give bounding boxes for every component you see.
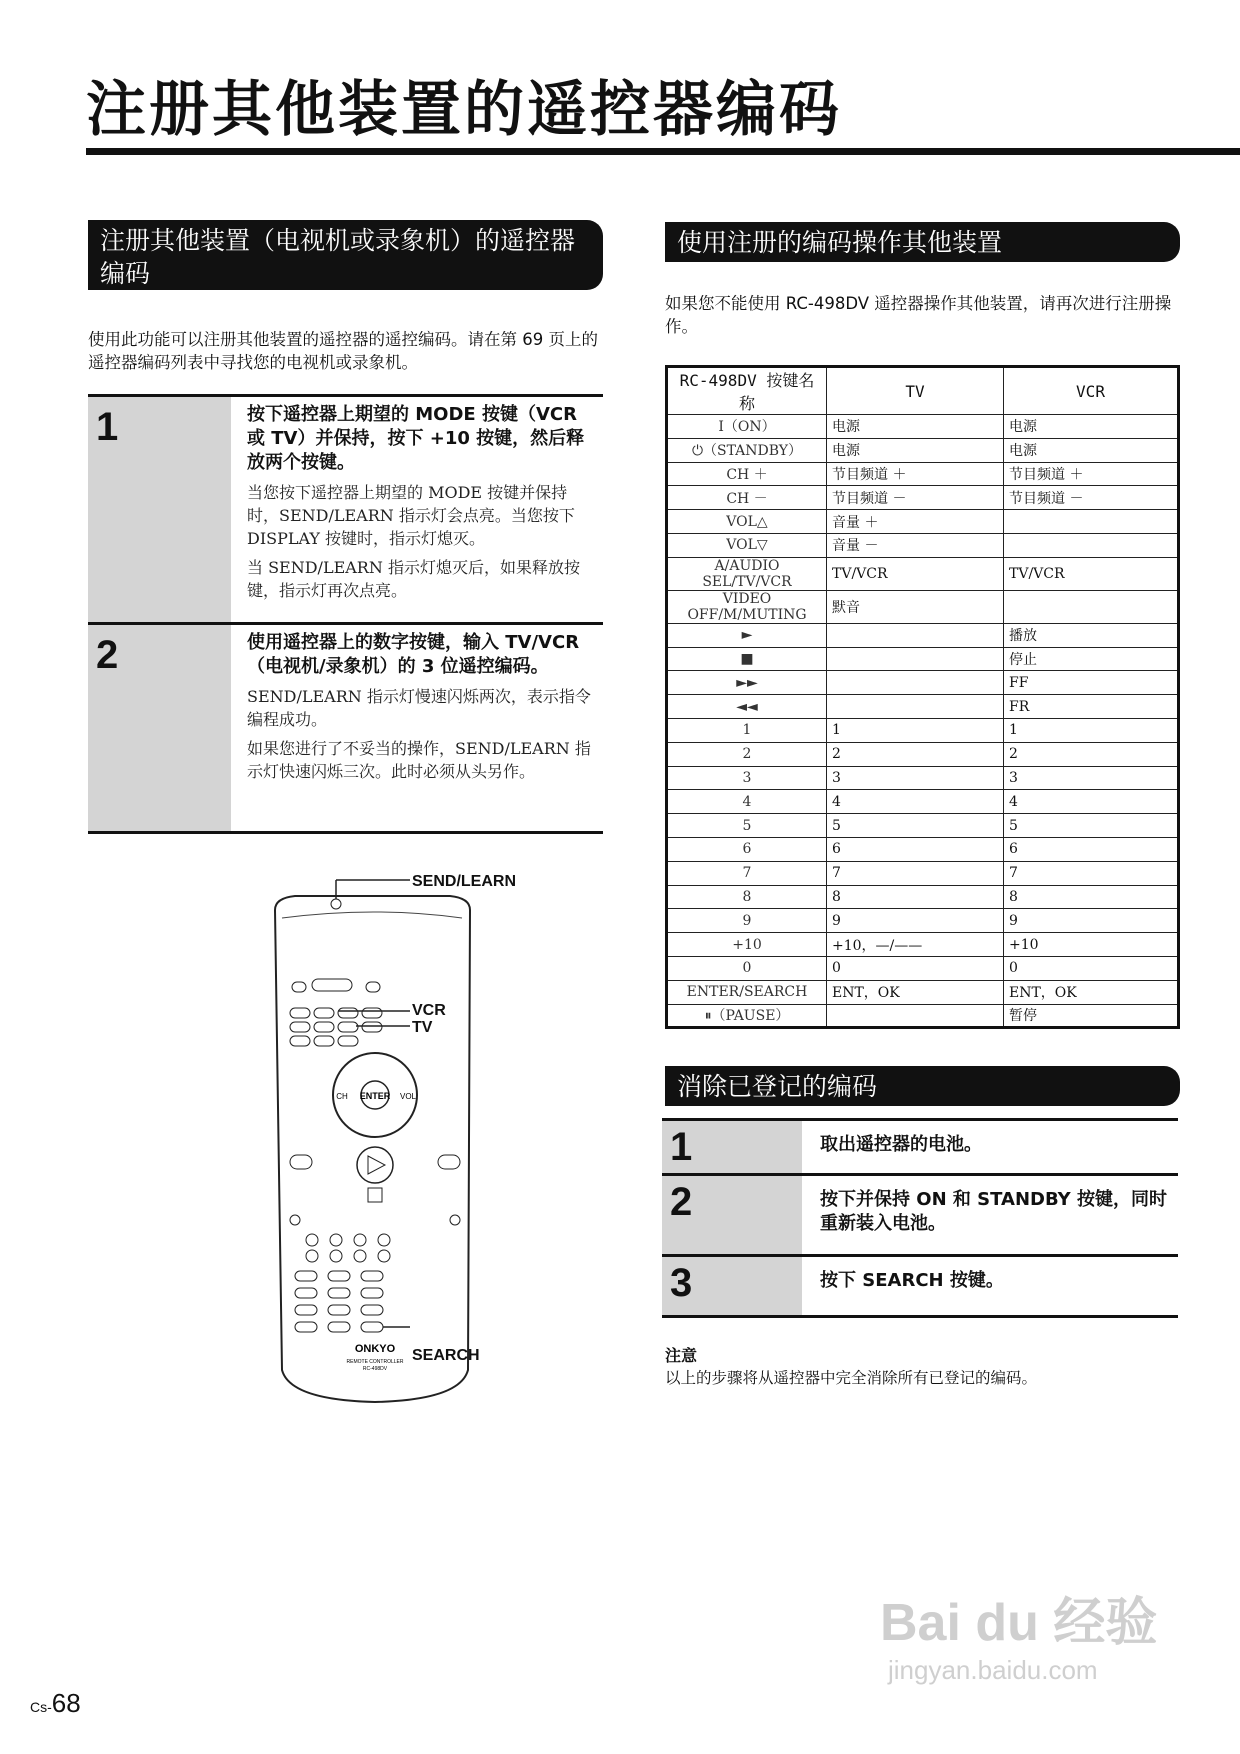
remote-control-illustration	[250, 870, 500, 1410]
table-row	[667, 909, 1179, 933]
tv-function-cell	[827, 671, 1004, 695]
vcr-function-cell: 7	[1004, 861, 1179, 885]
code-table	[665, 365, 1180, 1029]
label-search: SEARCH	[412, 1347, 480, 1364]
vcr-function-cell: 1	[1004, 718, 1179, 742]
key-name-cell: ◄◄	[667, 695, 827, 719]
key-name-cell: A/AUDIO SEL/TV/VCR	[667, 557, 827, 590]
key-name-cell: CH －	[667, 486, 827, 510]
tv-function-cell: 0	[827, 956, 1004, 980]
vcr-function-cell: 停止	[1004, 647, 1179, 671]
key-name-cell: 6	[667, 837, 827, 861]
vcr-function-cell: 4	[1004, 790, 1179, 814]
vcr-function-cell: ENT，OK	[1004, 980, 1179, 1004]
table-row	[667, 814, 1179, 838]
step-instruction: 使用遥控器上的数字按键，输入 TV/VCR（电视机/录象机）的 3 位遥控编码。	[247, 632, 580, 677]
page-number: Cs-68	[30, 1688, 81, 1718]
svg-text:REMOTE CONTROLLER: REMOTE CONTROLLER	[346, 1359, 404, 1365]
key-name-cell: 3	[667, 766, 827, 790]
tv-function-cell: TV/VCR	[827, 557, 1004, 590]
table-row	[667, 885, 1179, 909]
operate-intro: 如果您不能使用 RC-498DV 遥控器操作其他装置，请再次进行注册操作。	[665, 294, 1172, 336]
table-row	[667, 1004, 1179, 1028]
table-row	[667, 623, 1179, 647]
key-name-cell: ⏻（STANDBY）	[667, 438, 827, 462]
step-number: 2	[662, 1176, 802, 1254]
note-title: 注意	[665, 1346, 698, 1365]
step-instruction: 按下遥控器上期望的 MODE 按键（VCR 或 TV）并保持，按下 +10 按键，然后释放两个按键。	[247, 404, 585, 473]
tv-function-cell: 3	[827, 766, 1004, 790]
table-row	[667, 510, 1179, 534]
key-name-cell: 0	[667, 956, 827, 980]
send-learn-indicator	[331, 899, 341, 909]
tv-function-cell: 音量 －	[827, 533, 1004, 557]
key-name-cell: ENTER/SEARCH	[667, 980, 827, 1004]
svg-text:ENTER: ENTER	[359, 1091, 391, 1101]
key-name-cell: VIDEO OFF/M/MUTING	[667, 590, 827, 623]
step-note: 当您按下遥控器上期望的 MODE 按键并保持时，SEND/LEARN 指示灯会点亮。当您按下 DISPLAY 按键时，指示灯熄灭。	[247, 483, 575, 548]
table-row	[667, 533, 1179, 557]
table-row	[667, 933, 1179, 957]
vcr-function-cell	[1004, 533, 1179, 557]
key-name-cell: ⏸（PAUSE）	[667, 1004, 827, 1028]
key-name-cell: 2	[667, 742, 827, 766]
tv-function-cell: 8	[827, 885, 1004, 909]
vcr-function-cell: 0	[1004, 956, 1179, 980]
tv-function-cell	[827, 1004, 1004, 1028]
tv-function-cell: 默音	[827, 590, 1004, 623]
key-name-cell: 8	[667, 885, 827, 909]
tv-function-cell: +10，—/——	[827, 933, 1004, 957]
key-name-cell: ■	[667, 647, 827, 671]
table-header: VCR	[1004, 367, 1179, 415]
table-row	[667, 980, 1179, 1004]
table-row	[667, 742, 1179, 766]
key-name-cell: +10	[667, 933, 827, 957]
brand-logo: ONKYO	[354, 1343, 396, 1355]
tv-function-cell	[827, 623, 1004, 647]
key-name-cell: VOL△	[667, 510, 827, 534]
table-row	[667, 647, 1179, 671]
erase-steps	[662, 1118, 1178, 1318]
page-title: 注册其他装置的遥控器编码	[86, 75, 842, 145]
step-number: 2	[88, 625, 231, 831]
key-name-cell: 4	[667, 790, 827, 814]
table-row	[667, 718, 1179, 742]
erase-step-3	[662, 1254, 1178, 1315]
table-row	[667, 462, 1179, 486]
tv-function-cell: 节目频道 －	[827, 486, 1004, 510]
section-operate-title: 使用注册的编码操作其他装置	[665, 222, 1180, 262]
key-name-cell: I（ON）	[667, 415, 827, 439]
svg-text:RC-498DV: RC-498DV	[362, 1366, 388, 1372]
title-rule	[86, 148, 1240, 155]
vcr-function-cell: 节目频道 ＋	[1004, 462, 1179, 486]
vcr-function-cell: 暂停	[1004, 1004, 1179, 1028]
step-2	[88, 622, 603, 831]
section-register-title: 注册其他装置（电视机或录象机）的遥控器编码	[88, 220, 603, 290]
tv-function-cell: 音量 ＋	[827, 510, 1004, 534]
tv-function-cell: 节目频道 ＋	[827, 462, 1004, 486]
vcr-function-cell: 电源	[1004, 438, 1179, 462]
step-instruction: 按下并保持 ON 和 STANDBY 按键，同时重新装入电池。	[820, 1189, 1167, 1234]
tv-function-cell: 5	[827, 814, 1004, 838]
tv-function-cell	[827, 647, 1004, 671]
step-note: 如果您进行了不妥当的操作，SEND/LEARN 指示灯快速闪烁三次。此时必须从头另作。	[247, 739, 591, 781]
step-1	[88, 394, 603, 622]
key-name-cell: 1	[667, 718, 827, 742]
search-key	[361, 1322, 383, 1332]
vcr-function-cell: 播放	[1004, 623, 1179, 647]
vcr-function-cell: 3	[1004, 766, 1179, 790]
step-note: SEND/LEARN 指示灯慢速闪烁两次，表示指令编程成功。	[247, 687, 591, 729]
label-send-learn: SEND/LEARN	[412, 873, 517, 890]
tv-function-cell: 1	[827, 718, 1004, 742]
step-instruction: 取出遥控器的电池。	[820, 1134, 982, 1155]
table-row	[667, 766, 1179, 790]
vcr-function-cell	[1004, 510, 1179, 534]
tv-function-cell: 电源	[827, 438, 1004, 462]
tv-function-cell: 7	[827, 861, 1004, 885]
table-row	[667, 415, 1179, 439]
table-row	[667, 956, 1179, 980]
step-number: 1	[662, 1121, 802, 1173]
note-text: 以上的步骤将从遥控器中完全消除所有已登记的编码。	[665, 1369, 1038, 1387]
key-name-cell: 7	[667, 861, 827, 885]
table-row	[667, 486, 1179, 510]
key-name-cell: VOL▽	[667, 533, 827, 557]
key-name-cell: 9	[667, 909, 827, 933]
register-steps	[88, 394, 603, 834]
register-intro: 使用此功能可以注册其他装置的遥控器的遥控编码。请在第 69 页上的遥控器编码列表中寻找您的电视机或录象机。	[88, 330, 598, 372]
table-row	[667, 671, 1179, 695]
tv-function-cell: 4	[827, 790, 1004, 814]
table-row	[667, 590, 1179, 623]
tv-function-cell: 电源	[827, 415, 1004, 439]
key-name-cell: CH ＋	[667, 462, 827, 486]
vcr-function-cell: FR	[1004, 695, 1179, 719]
vcr-function-cell: 9	[1004, 909, 1179, 933]
key-name-cell: ►	[667, 623, 827, 647]
key-name-cell: ►►	[667, 671, 827, 695]
section-erase-title: 消除已登记的编码	[665, 1066, 1180, 1106]
table-row	[667, 861, 1179, 885]
vcr-function-cell: 8	[1004, 885, 1179, 909]
table-row	[667, 557, 1179, 590]
vcr-function-cell: FF	[1004, 671, 1179, 695]
svg-text:VOL: VOL	[399, 1092, 417, 1101]
vcr-function-cell: 5	[1004, 814, 1179, 838]
table-row	[667, 438, 1179, 462]
erase-step-2	[662, 1173, 1178, 1254]
vcr-function-cell: 节目频道 －	[1004, 486, 1179, 510]
step-number: 1	[88, 397, 231, 622]
vcr-function-cell: 6	[1004, 837, 1179, 861]
vcr-function-cell: +10	[1004, 933, 1179, 957]
step-instruction: 按下 SEARCH 按键。	[820, 1270, 1004, 1291]
vcr-function-cell: TV/VCR	[1004, 557, 1179, 590]
table-header: TV	[827, 367, 1004, 415]
svg-text:CH: CH	[336, 1092, 348, 1101]
label-vcr: VCR	[412, 1002, 446, 1019]
key-name-cell: 5	[667, 814, 827, 838]
tv-function-cell: 9	[827, 909, 1004, 933]
table-row	[667, 837, 1179, 861]
step-note: 当 SEND/LEARN 指示灯熄灭后，如果释放按键，指示灯再次点亮。	[247, 558, 580, 600]
tv-function-cell: 6	[827, 837, 1004, 861]
step-number: 3	[662, 1257, 802, 1315]
table-row	[667, 695, 1179, 719]
watermark: Bai du 经验 jingyan.baidu.com	[880, 1594, 1158, 1685]
code-table-wrap	[665, 365, 1180, 1029]
vcr-function-cell: 2	[1004, 742, 1179, 766]
tv-function-cell: 2	[827, 742, 1004, 766]
vcr-function-cell	[1004, 590, 1179, 623]
tv-function-cell	[827, 695, 1004, 719]
label-tv: TV	[412, 1019, 433, 1036]
vcr-function-cell: 电源	[1004, 415, 1179, 439]
tv-function-cell: ENT，OK	[827, 980, 1004, 1004]
table-row	[667, 790, 1179, 814]
table-header: RC-498DV 按键名称	[667, 367, 827, 415]
erase-step-1	[662, 1118, 1178, 1173]
